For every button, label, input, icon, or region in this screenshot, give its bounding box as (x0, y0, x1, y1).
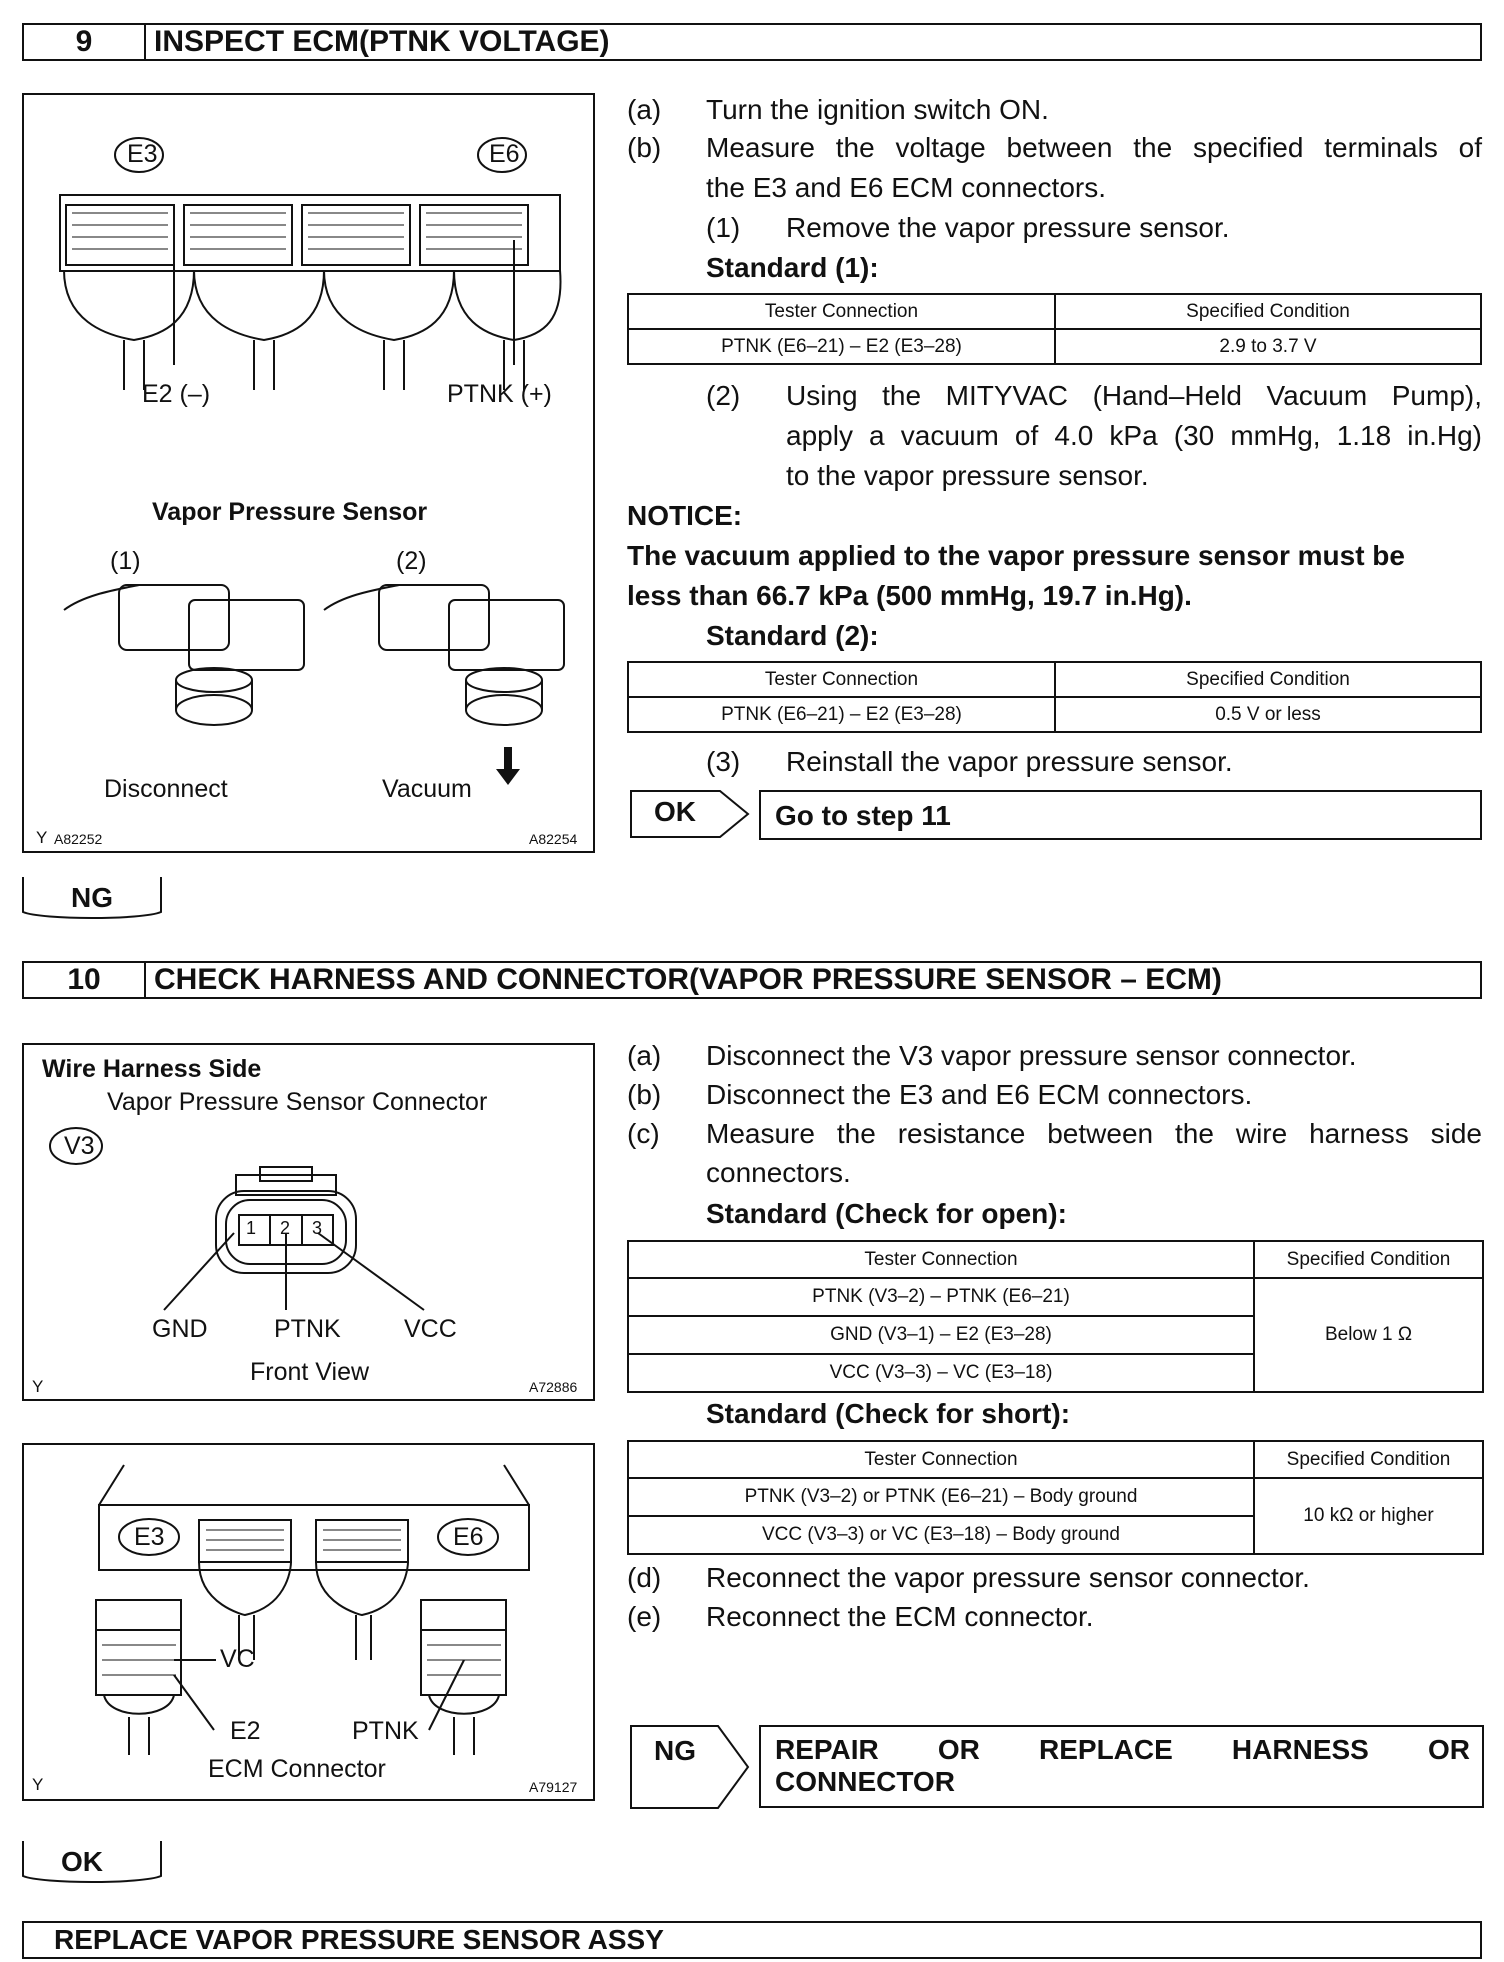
gnd-label: GND (152, 1315, 208, 1343)
table-cell: GND (V3–1) – E2 (E3–28) (628, 1316, 1254, 1354)
pin-2-label: 2 (280, 1218, 291, 1238)
ng-result-text-2: CONNECTOR (775, 1766, 955, 1797)
figure-code: A72886 (529, 1379, 578, 1395)
figure-code-right: A82254 (529, 831, 578, 847)
step-10-header (22, 961, 1482, 999)
substep-1-text: Remove the vapor pressure sensor. (786, 212, 1230, 243)
connector-v3-label: V3 (64, 1132, 95, 1160)
ecm-connector-figure (22, 1443, 595, 1801)
step-b-text-2: the E3 and E6 ECM connectors. (706, 172, 1106, 203)
table-header: Tester Connection (628, 294, 1055, 329)
open-check-table (627, 1240, 1484, 1393)
step-number: 9 (24, 25, 146, 59)
substep-2-text-2: apply a vacuum of 4.0 kPa (30 mmHg, 1.18 in.Hg) (786, 420, 1482, 451)
table-cell: VCC (V3–3) – VC (E3–18) (628, 1354, 1254, 1392)
ecm-voltage-figure (22, 93, 595, 853)
table-cell: PTNK (V3–2) – PTNK (E6–21) (628, 1278, 1254, 1316)
figure-title: Wire Harness Side (42, 1055, 262, 1083)
ok-label: OK (61, 1846, 103, 1877)
standard-2-table (627, 661, 1482, 733)
figure-y-mark: Y (32, 1775, 44, 1794)
ptnk-terminal-label: PTNK (+) (447, 380, 552, 408)
figure-code: A79127 (529, 1779, 578, 1795)
step-a-text: Turn the ignition switch ON. (706, 94, 1049, 125)
pin-1-label: 1 (246, 1218, 257, 1238)
step-d-text: Reconnect the vapor pressure sensor connector. (706, 1562, 1310, 1593)
disconnect-label: Disconnect (104, 775, 228, 803)
sensor-1-label: (1) (110, 547, 141, 575)
figure-subtitle: Vapor Pressure Sensor Connector (107, 1088, 488, 1116)
table-header: Specified Condition (1254, 1441, 1483, 1478)
substep-2-text-1: Using the MITYVAC (Hand–Held Vacuum Pump), (786, 380, 1482, 411)
substep-1-mark: (1) (706, 212, 741, 243)
figure-y-mark: Y (36, 828, 48, 847)
step-c-text-1: Measure the resistance between the wire harness side (706, 1118, 1482, 1149)
ng-label: NG (71, 882, 113, 913)
short-check-table (627, 1440, 1484, 1555)
substep-2-mark: (2) (706, 380, 741, 411)
wire-harness-figure (22, 1043, 595, 1401)
ng-result-text-1: REPAIR OR REPLACE HARNESS OR (775, 1734, 1470, 1765)
step-a-text: Disconnect the V3 vapor pressure sensor connector. (706, 1040, 1357, 1071)
vacuum-label: Vacuum (382, 775, 472, 803)
notice-text-2: less than 66.7 kPa (500 mmHg, 19.7 in.Hg). (627, 580, 1192, 611)
table-header: Tester Connection (628, 662, 1055, 697)
standard-2-label: Standard (2): (706, 620, 879, 651)
table-cell: PTNK (E6–21) – E2 (E3–28) (628, 697, 1055, 732)
ptnk-label: PTNK (274, 1315, 341, 1343)
table-header: Tester Connection (628, 1441, 1254, 1478)
table-cell: Below 1 Ω (1254, 1278, 1483, 1392)
vcc-label: VCC (404, 1315, 457, 1343)
figure-y-mark: Y (32, 1377, 44, 1396)
figure-code-left: A82252 (54, 831, 103, 847)
table-cell: PTNK (V3–2) or PTNK (E6–21) – Body ground (628, 1478, 1254, 1516)
table-cell: PTNK (E6–21) – E2 (E3–28) (628, 329, 1055, 364)
vc-label: VC (220, 1645, 255, 1673)
step-b-mark: (b) (627, 1079, 662, 1110)
front-view-label: Front View (250, 1358, 370, 1386)
final-action-text: REPLACE VAPOR PRESSURE SENSOR ASSY (54, 1924, 664, 1955)
table-cell: VCC (V3–3) or VC (E3–18) – Body ground (628, 1516, 1254, 1554)
ecm-connector-label: ECM Connector (208, 1755, 386, 1783)
substep-3-mark: (3) (706, 746, 741, 777)
ok-result-box (759, 790, 1482, 840)
step-a-mark: (a) (627, 94, 662, 125)
standard-1-label: Standard (1): (706, 252, 879, 283)
step-d-mark: (d) (627, 1562, 662, 1593)
step-c-mark: (c) (627, 1118, 660, 1149)
table-header: Tester Connection (628, 1241, 1254, 1278)
step-e-text: Reconnect the ECM connector. (706, 1601, 1094, 1632)
ok-branch-badge (22, 1840, 162, 1886)
ecm-connector-illustration (24, 95, 593, 851)
notice-label: NOTICE: (627, 500, 743, 531)
v3-connector-illustration (24, 1045, 593, 1399)
step-b-mark: (b) (627, 132, 662, 163)
table-cell: 2.9 to 3.7 V (1055, 329, 1481, 364)
pin-3-label: 3 (312, 1218, 323, 1238)
step-number: 10 (24, 963, 146, 997)
ok-branch-badge (630, 790, 750, 834)
ng-branch-badge (630, 1725, 755, 1810)
step-title: INSPECT ECM(PTNK VOLTAGE) (154, 25, 610, 58)
ng-branch-badge (22, 876, 162, 922)
table-header: Specified Condition (1055, 662, 1481, 697)
ok-result-text: Go to step 11 (775, 800, 951, 831)
step-e-mark: (e) (627, 1601, 662, 1632)
table-cell: 10 kΩ or higher (1254, 1478, 1483, 1554)
step-a-mark: (a) (627, 1040, 662, 1071)
table-cell: 0.5 V or less (1055, 697, 1481, 732)
standard-open-label: Standard (Check for open): (706, 1198, 1067, 1229)
table-header: Specified Condition (1254, 1241, 1483, 1278)
connector-e6-label: E6 (453, 1523, 484, 1551)
step-b-text: Disconnect the E3 and E6 ECM connectors. (706, 1079, 1253, 1110)
connector-e6-label: E6 (489, 140, 520, 168)
step-b-text-1: Measure the voltage between the specified terminals of (706, 132, 1482, 163)
standard-short-label: Standard (Check for short): (706, 1398, 1071, 1429)
substep-3-text: Reinstall the vapor pressure sensor. (786, 746, 1233, 777)
ok-label: OK (654, 796, 696, 827)
ptnk-label: PTNK (352, 1717, 419, 1745)
substep-2-text-3: to the vapor pressure sensor. (786, 460, 1149, 491)
ng-label: NG (654, 1735, 696, 1766)
sensor-2-label: (2) (396, 547, 427, 575)
ecm-connector-illustration (24, 1445, 593, 1799)
step-title: CHECK HARNESS AND CONNECTOR(VAPOR PRESSURE SENSOR – ECM) (154, 963, 1222, 996)
step-9-header (22, 23, 1482, 61)
standard-1-table (627, 293, 1482, 365)
e2-terminal-label: E2 (–) (142, 380, 211, 408)
connector-e3-label: E3 (127, 140, 158, 168)
ng-result-box (759, 1725, 1484, 1808)
connector-e3-label: E3 (134, 1523, 165, 1551)
e2-label: E2 (230, 1717, 261, 1745)
table-header: Specified Condition (1055, 294, 1481, 329)
notice-text-1: The vacuum applied to the vapor pressure sensor must be (627, 540, 1405, 571)
sensor-title: Vapor Pressure Sensor (152, 498, 428, 526)
final-action-box (22, 1921, 1482, 1959)
step-c-text-2: connectors. (706, 1157, 851, 1188)
